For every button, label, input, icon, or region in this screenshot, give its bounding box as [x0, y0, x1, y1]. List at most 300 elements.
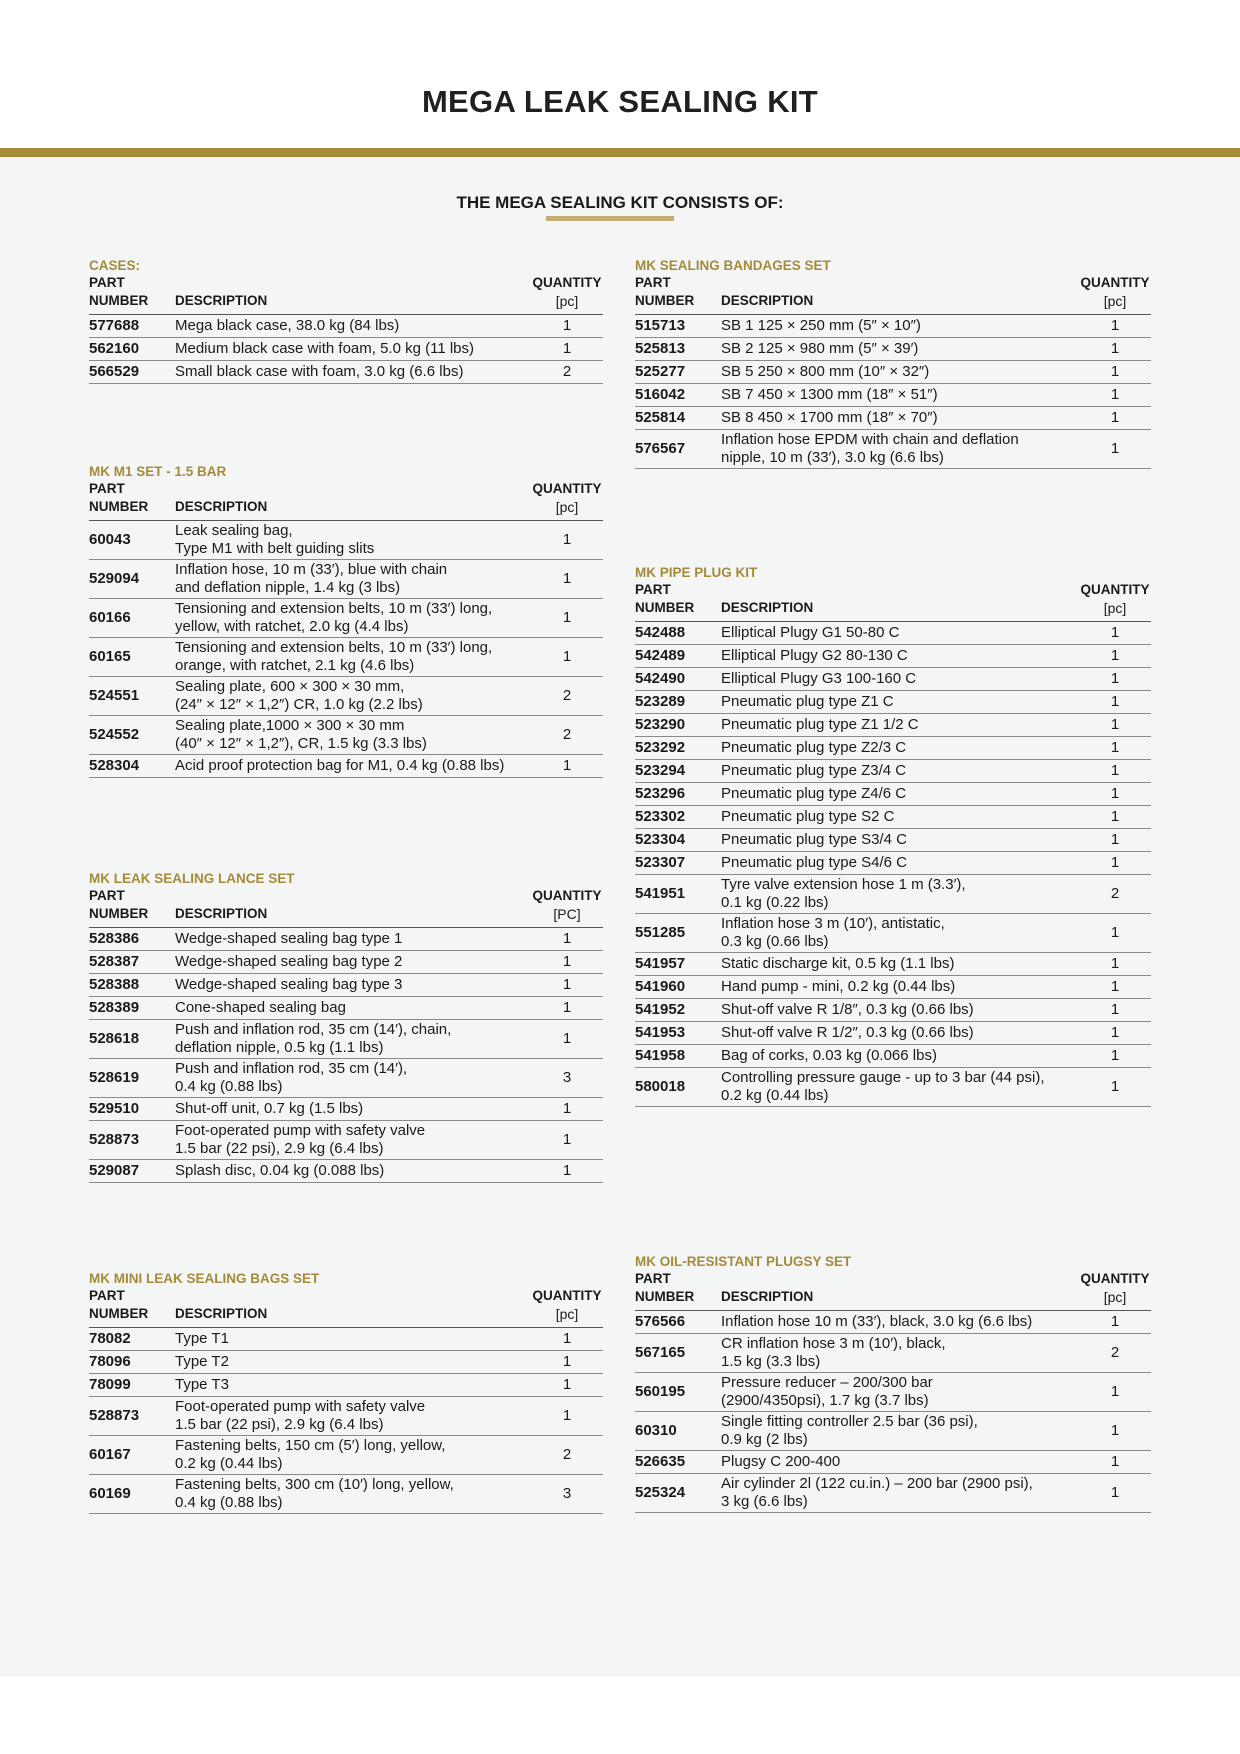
description [721, 737, 1079, 760]
part-number-header [89, 480, 175, 521]
part-number: 523307 [635, 852, 721, 875]
header-text: DESCRIPTION [721, 1289, 814, 1304]
description-line: Wedge-shaped sealing bag type 1 [175, 930, 403, 947]
description-line: Push and inflation rod, 35 cm (14′), chain, [175, 1021, 452, 1038]
description-line: 1.5 bar (22 psi), 2.9 kg (6.4 lbs) [175, 1140, 384, 1157]
description [721, 1022, 1079, 1045]
description-line: 1.5 bar (22 psi), 2.9 kg (6.4 lbs) [175, 1416, 384, 1433]
description-line: deflation nipple, 0.5 kg (1.1 lbs) [175, 1039, 384, 1056]
table-row [635, 1334, 1151, 1373]
table-row [635, 1311, 1151, 1334]
description [175, 1397, 531, 1436]
description-line: Hand pump - mini, 0.2 kg (0.44 lbs) [721, 978, 956, 995]
table-row [635, 668, 1151, 691]
description-line: Small black case with foam, 3.0 kg (6.6 lbs) [175, 363, 464, 380]
quantity: 1 [1079, 407, 1151, 430]
description-line: Pneumatic plug type S4/6 C [721, 854, 907, 871]
section-title: MK PIPE PLUG KIT [635, 565, 758, 580]
quantity: 2 [531, 1436, 603, 1475]
table-row [89, 361, 603, 384]
part-number: 525277 [635, 361, 721, 384]
quantity: 1 [531, 1020, 603, 1059]
quantity: 1 [1079, 384, 1151, 407]
part-number: 529094 [89, 560, 175, 599]
description-line: Wedge-shaped sealing bag type 2 [175, 953, 403, 970]
table-row [89, 997, 603, 1020]
header-text: PART [89, 275, 125, 290]
quantity: 1 [1079, 1311, 1151, 1334]
description [721, 806, 1079, 829]
part-number: 528619 [89, 1059, 175, 1098]
description [175, 315, 531, 338]
description-line: 1.5 kg (3.3 lbs) [721, 1353, 821, 1370]
table-row [89, 599, 603, 638]
part-number: 541952 [635, 999, 721, 1022]
quantity: 3 [531, 1059, 603, 1098]
gold-divider [0, 148, 1240, 157]
table-row [89, 974, 603, 997]
description-line: 0.4 kg (0.88 lbs) [175, 1078, 283, 1095]
part-number: 523294 [635, 760, 721, 783]
description-line: Tensioning and extension belts, 10 m (33′) long, [175, 639, 493, 656]
description [175, 338, 531, 361]
header-text: QUANTITY [532, 1288, 602, 1303]
quantity-unit: [pc] [555, 1306, 579, 1322]
description-line: Air cylinder 2l (122 cu.in.) – 200 bar (2900 psi), [721, 1475, 1033, 1492]
description-line: Type T3 [175, 1376, 229, 1393]
quantity: 1 [531, 1397, 603, 1436]
description-line: Type M1 with belt guiding slits [175, 540, 375, 557]
part-number: 525324 [635, 1474, 721, 1513]
header-text: NUMBER [635, 600, 695, 615]
quantity: 1 [1079, 622, 1151, 645]
table-row [89, 315, 603, 338]
quantity: 1 [1079, 1451, 1151, 1474]
header-text: DESCRIPTION [175, 1306, 268, 1321]
part-number: 551285 [635, 914, 721, 953]
description [721, 953, 1079, 976]
description [721, 914, 1079, 953]
table-row [89, 1397, 603, 1436]
table-row [89, 1059, 603, 1098]
description-line: nipple, 10 m (33′), 3.0 kg (6.6 lbs) [721, 449, 944, 466]
table-row [635, 384, 1151, 407]
table-row [89, 1374, 603, 1397]
part-number: 562160 [89, 338, 175, 361]
table-row [635, 1412, 1151, 1451]
header-text: QUANTITY [1080, 1271, 1150, 1286]
section-title: MK LEAK SEALING LANCE SET [89, 871, 295, 886]
table-row [89, 1475, 603, 1514]
part-number: 523302 [635, 806, 721, 829]
header-text: QUANTITY [1080, 582, 1150, 597]
part-number: 566529 [89, 361, 175, 384]
description [175, 1328, 531, 1351]
description-line: Cone-shaped sealing bag [175, 999, 346, 1016]
description [175, 1351, 531, 1374]
section-bandages-set [635, 257, 1151, 469]
header-text: QUANTITY [1080, 275, 1150, 290]
description-line: SB 7 450 × 1300 mm (18″ × 51″) [721, 386, 938, 403]
part-number: 528873 [89, 1121, 175, 1160]
description [721, 338, 1079, 361]
part-number: 529510 [89, 1098, 175, 1121]
table-row [89, 1436, 603, 1475]
description-line: Static discharge kit, 0.5 kg (1.1 lbs) [721, 955, 955, 972]
description [721, 1334, 1079, 1373]
description [721, 852, 1079, 875]
description [175, 755, 531, 778]
table-row [635, 999, 1151, 1022]
description-line: Sealing plate,1000 × 300 × 30 mm [175, 717, 405, 734]
description-line: Sealing plate, 600 × 300 × 30 mm, [175, 678, 405, 695]
quantity: 1 [1079, 829, 1151, 852]
header-text: DESCRIPTION [175, 906, 268, 921]
part-number: 523296 [635, 783, 721, 806]
content-area [0, 157, 1240, 1677]
page-title: MEGA LEAK SEALING KIT [421, 84, 819, 119]
quantity: 1 [1079, 806, 1151, 829]
description [721, 714, 1079, 737]
quantity: 1 [1079, 783, 1151, 806]
quantity-unit: [pc] [555, 499, 579, 515]
description [721, 315, 1079, 338]
quantity: 1 [531, 1351, 603, 1374]
description-line: Pneumatic plug type Z1 C [721, 693, 894, 710]
part-number: 528304 [89, 755, 175, 778]
quantity-unit: [pc] [555, 293, 579, 309]
table-row [635, 1474, 1151, 1513]
quantity-header [1079, 1270, 1151, 1311]
part-number: 567165 [635, 1334, 721, 1373]
part-number: 78082 [89, 1328, 175, 1351]
description-line: 3 kg (6.6 lbs) [721, 1493, 808, 1510]
table-row [89, 1351, 603, 1374]
table-row [635, 691, 1151, 714]
description [721, 1474, 1079, 1513]
description-line: Acid proof protection bag for M1, 0.4 kg (0.88 lbs) [175, 757, 505, 774]
description [721, 1068, 1079, 1107]
quantity: 1 [531, 928, 603, 951]
table-row [635, 852, 1151, 875]
description-line: Medium black case with foam, 5.0 kg (11 lbs) [175, 340, 475, 357]
description-line: Pneumatic plug type S3/4 C [721, 831, 907, 848]
description-line: Foot-operated pump with safety valve [175, 1398, 426, 1415]
table-row [635, 622, 1151, 645]
part-number: 580018 [635, 1068, 721, 1107]
table-row [635, 760, 1151, 783]
part-number: 523292 [635, 737, 721, 760]
quantity-header [531, 887, 603, 928]
description-line: orange, with ratchet, 2.1 kg (4.6 lbs) [175, 657, 415, 674]
quantity: 1 [1079, 976, 1151, 999]
part-number: 541958 [635, 1045, 721, 1068]
parts-table [89, 480, 603, 778]
description-line: Controlling pressure gauge - up to 3 bar (44 psi), [721, 1069, 1045, 1086]
description-line: Single fitting controller 2.5 bar (36 psi), [721, 1413, 978, 1430]
section-title: MK M1 SET - 1.5 BAR [89, 464, 227, 479]
quantity: 1 [1079, 953, 1151, 976]
quantity: 1 [1079, 1373, 1151, 1412]
description-line: (40″ × 12″ × 1,2″), CR, 1.5 kg (3.3 lbs) [175, 735, 427, 752]
part-number: 515713 [635, 315, 721, 338]
description-line: Tensioning and extension belts, 10 m (33′) long, [175, 600, 493, 617]
description-line: Splash disc, 0.04 kg (0.088 lbs) [175, 1162, 385, 1179]
header-text: NUMBER [89, 906, 149, 921]
part-number: 576567 [635, 430, 721, 469]
quantity: 2 [1079, 875, 1151, 914]
description [721, 361, 1079, 384]
quantity: 1 [1079, 668, 1151, 691]
quantity-unit: [pc] [1103, 1289, 1127, 1305]
part-number-header [89, 274, 175, 315]
description-line: Pneumatic plug type Z1 1/2 C [721, 716, 919, 733]
table-row [635, 914, 1151, 953]
table-row [635, 315, 1151, 338]
description [175, 716, 531, 755]
table-row [635, 737, 1151, 760]
quantity: 1 [531, 315, 603, 338]
description [175, 560, 531, 599]
part-number-header [635, 274, 721, 315]
table-row [635, 1451, 1151, 1474]
part-number: 528386 [89, 928, 175, 951]
table-row [635, 976, 1151, 999]
description [721, 829, 1079, 852]
description-line: 0.2 kg (0.44 lbs) [721, 1087, 829, 1104]
description [721, 622, 1079, 645]
description [721, 645, 1079, 668]
description-line: Shut-off valve R 1/2″, 0.3 kg (0.66 lbs) [721, 1024, 974, 1041]
table-row [635, 430, 1151, 469]
parts-table [635, 1270, 1151, 1513]
quantity: 1 [1079, 361, 1151, 384]
section-mini-bags-set [89, 1270, 603, 1514]
description-line: SB 8 450 × 1700 mm (18″ × 70″) [721, 409, 938, 426]
description-header [721, 581, 1079, 622]
part-number: 576566 [635, 1311, 721, 1334]
header-text: QUANTITY [532, 481, 602, 496]
description-line: Pneumatic plug type Z3/4 C [721, 762, 907, 779]
part-number: 528618 [89, 1020, 175, 1059]
quantity: 1 [1079, 1474, 1151, 1513]
description-line: Elliptical Plugy G1 50-80 C [721, 624, 900, 641]
quantity-header [531, 480, 603, 521]
part-number: 528387 [89, 951, 175, 974]
description-line: 0.4 kg (0.88 lbs) [175, 1494, 283, 1511]
quantity: 2 [1079, 1334, 1151, 1373]
description [721, 384, 1079, 407]
quantity: 2 [531, 361, 603, 384]
quantity: 1 [1079, 737, 1151, 760]
description-line: Type T1 [175, 1330, 229, 1347]
description-line: 0.2 kg (0.44 lbs) [175, 1455, 283, 1472]
description-line: SB 1 125 × 250 mm (5″ × 10″) [721, 317, 921, 334]
table-row [635, 407, 1151, 430]
description-line: Foot-operated pump with safety valve [175, 1122, 426, 1139]
part-number: 523290 [635, 714, 721, 737]
quantity: 1 [1079, 714, 1151, 737]
description [175, 1059, 531, 1098]
header-text: DESCRIPTION [721, 293, 814, 308]
description [175, 1020, 531, 1059]
description-line: SB 2 125 × 980 mm (5″ × 39′) [721, 340, 919, 357]
quantity: 1 [531, 638, 603, 677]
header-text: NUMBER [89, 499, 149, 514]
description-line: Pneumatic plug type Z4/6 C [721, 785, 907, 802]
table-row [635, 1045, 1151, 1068]
description-line: Inflation hose, 10 m (33′), blue with chain [175, 561, 448, 578]
header-text: DESCRIPTION [721, 600, 814, 615]
part-number: 542489 [635, 645, 721, 668]
table-row [89, 1020, 603, 1059]
quantity: 1 [531, 1374, 603, 1397]
part-number: 542490 [635, 668, 721, 691]
description [175, 677, 531, 716]
header-text: PART [89, 481, 125, 496]
header-text: NUMBER [89, 1306, 149, 1321]
quantity: 1 [1079, 315, 1151, 338]
description [721, 430, 1079, 469]
section-m1-set [89, 463, 603, 778]
section-pipe-plug-kit [635, 564, 1151, 1107]
description [175, 928, 531, 951]
quantity: 1 [531, 951, 603, 974]
header-text: PART [89, 1288, 125, 1303]
description [721, 1373, 1079, 1412]
section-lance-set [89, 870, 603, 1183]
section-oil-resistant-set [635, 1253, 1151, 1513]
part-number: 541960 [635, 976, 721, 999]
description-line: SB 5 250 × 800 mm (10″ × 32″) [721, 363, 930, 380]
description [721, 875, 1079, 914]
part-number: 78096 [89, 1351, 175, 1374]
quantity: 1 [531, 1160, 603, 1183]
table-row [89, 755, 603, 778]
quantity: 1 [1079, 691, 1151, 714]
description-line: (24″ × 12″ × 1,2″) CR, 1.0 kg (2.2 lbs) [175, 696, 423, 713]
description-header [175, 480, 531, 521]
description [721, 1045, 1079, 1068]
table-row [89, 560, 603, 599]
heading-underline [546, 216, 674, 221]
section-title: MK MINI LEAK SEALING BAGS SET [89, 1271, 320, 1286]
table-row [635, 361, 1151, 384]
description-line: Type T2 [175, 1353, 229, 1370]
part-number: 523289 [635, 691, 721, 714]
description-line: Pneumatic plug type Z2/3 C [721, 739, 907, 756]
parts-table [89, 274, 603, 384]
table-row [635, 953, 1151, 976]
description [175, 1121, 531, 1160]
part-number: 60165 [89, 638, 175, 677]
part-number: 60167 [89, 1436, 175, 1475]
section-title: MK SEALING BANDAGES SET [635, 258, 831, 273]
description-line: Push and inflation rod, 35 cm (14′), [175, 1060, 408, 1077]
table-row [89, 1121, 603, 1160]
table-row [635, 645, 1151, 668]
table-row [635, 829, 1151, 852]
table-row [89, 716, 603, 755]
quantity: 1 [1079, 760, 1151, 783]
parts-table [89, 887, 603, 1183]
quantity: 1 [531, 1098, 603, 1121]
quantity: 1 [1079, 1068, 1151, 1107]
description-line: yellow, with ratchet, 2.0 kg (4.4 lbs) [175, 618, 409, 635]
description-line: CR inflation hose 3 m (10′), black, [721, 1335, 946, 1352]
table-row [89, 677, 603, 716]
part-number: 541951 [635, 875, 721, 914]
description-line: Fastening belts, 150 cm (5′) long, yellow, [175, 1437, 446, 1454]
part-number: 541957 [635, 953, 721, 976]
table-row [89, 1328, 603, 1351]
part-number-header [89, 887, 175, 928]
quantity: 1 [1079, 999, 1151, 1022]
quantity: 1 [531, 1121, 603, 1160]
description-line: Leak sealing bag, [175, 522, 293, 539]
parts-table [635, 581, 1151, 1107]
table-row [635, 1068, 1151, 1107]
description [721, 1412, 1079, 1451]
description [175, 599, 531, 638]
part-number-header [635, 581, 721, 622]
quantity-header [531, 1287, 603, 1328]
quantity: 1 [531, 521, 603, 560]
description-line: Mega black case, 38.0 kg (84 lbs) [175, 317, 400, 334]
description-header [175, 1287, 531, 1328]
part-number: 60169 [89, 1475, 175, 1514]
quantity-unit: [pc] [1103, 293, 1127, 309]
part-number: 516042 [635, 384, 721, 407]
description [175, 1160, 531, 1183]
description [721, 691, 1079, 714]
header-text: DESCRIPTION [175, 499, 268, 514]
description-line: Elliptical Plugy G3 100-160 C [721, 670, 917, 687]
part-number: 560195 [635, 1373, 721, 1412]
header-text: NUMBER [635, 293, 695, 308]
description [175, 974, 531, 997]
header-text: PART [635, 275, 671, 290]
part-number: 542488 [635, 622, 721, 645]
description-line: Shut-off unit, 0.7 kg (1.5 lbs) [175, 1100, 364, 1117]
header-text: PART [635, 582, 671, 597]
description [175, 638, 531, 677]
header-text: NUMBER [89, 293, 149, 308]
quantity-unit: [pc] [1103, 600, 1127, 616]
description-line: 0.3 kg (0.66 lbs) [721, 933, 829, 950]
description-header [721, 1270, 1079, 1311]
table-row [635, 875, 1151, 914]
quantity: 1 [1079, 852, 1151, 875]
part-number-header [89, 1287, 175, 1328]
header-text: QUANTITY [532, 275, 602, 290]
description-line: Fastening belts, 300 cm (10′) long, yellow, [175, 1476, 454, 1493]
description [721, 976, 1079, 999]
quantity: 1 [1079, 338, 1151, 361]
table-row [89, 521, 603, 560]
quantity: 1 [531, 1328, 603, 1351]
description-line: Pressure reducer – 200/300 bar [721, 1374, 933, 1391]
part-number: 525813 [635, 338, 721, 361]
quantity-header [1079, 274, 1151, 315]
header-text: DESCRIPTION [175, 293, 268, 308]
quantity-unit: [PC] [553, 906, 581, 922]
part-number: 525814 [635, 407, 721, 430]
description-line: Inflation hose 3 m (10′), antistatic, [721, 915, 945, 932]
description [175, 521, 531, 560]
description-line: (2900/4350psi), 1.7 kg (3.7 lbs) [721, 1392, 929, 1409]
part-number: 526635 [635, 1451, 721, 1474]
